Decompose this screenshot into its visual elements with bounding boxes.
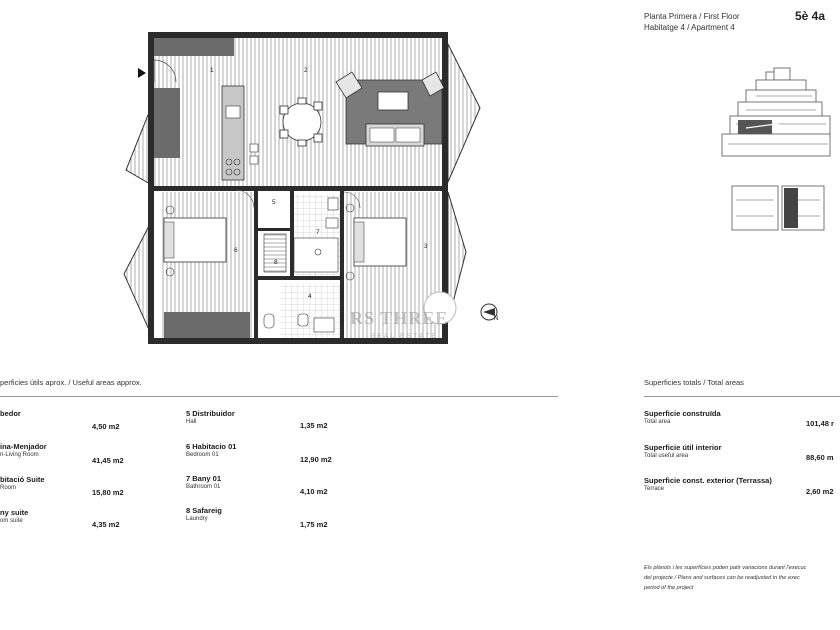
total-item-useful xyxy=(644,443,722,459)
disclaimer-note xyxy=(644,563,840,593)
room-subtitle: Hall xyxy=(186,419,197,425)
total-subtitle: Terrace xyxy=(644,486,665,492)
room-item-6 xyxy=(186,442,236,458)
room-area: 4,10 m2 xyxy=(300,487,328,496)
watermark-brand: RS THREE xyxy=(350,308,449,328)
room-item-7 xyxy=(186,474,221,490)
building-key-plan xyxy=(716,66,834,160)
floor-plan xyxy=(118,22,498,352)
room-name: 5 Distribuidor xyxy=(186,409,235,418)
floor-key-plan xyxy=(730,182,826,234)
room-subtitle: n-Living Room xyxy=(0,452,39,458)
note-line-2: del projecte / Plans and surfaces can be readjusted in the exec xyxy=(644,575,800,581)
north-label: N xyxy=(494,316,498,322)
note-line-1: Els plànols i les superfícies poden patir variacions durant l'execuc xyxy=(644,565,807,571)
room-number-6: 6 xyxy=(234,247,238,254)
room-item-5 xyxy=(186,409,235,425)
useful-areas-rule xyxy=(0,396,558,397)
room-subtitle: Laundry xyxy=(186,516,208,522)
room-area: 1,75 m2 xyxy=(300,520,328,529)
room-item-3 xyxy=(0,475,45,491)
floor-label: Planta Primera / First Floor xyxy=(644,12,740,21)
total-value: 88,60 m xyxy=(806,453,834,462)
total-item-built xyxy=(644,409,721,425)
total-areas-rule xyxy=(644,396,840,397)
room-number-7: 7 xyxy=(316,229,320,236)
room-area: 12,90 m2 xyxy=(300,455,332,464)
room-area: 15,80 m2 xyxy=(92,488,124,497)
room-number-8: 8 xyxy=(274,259,278,266)
room-number-3: 3 xyxy=(424,243,428,250)
laundry xyxy=(264,234,286,272)
total-value: 2,60 m2 xyxy=(806,487,834,496)
watermark-sub: REAL ESTATE xyxy=(370,333,439,340)
room-subtitle: Bedroom 01 xyxy=(186,452,219,458)
bay-window-right xyxy=(448,44,480,322)
room-subtitle: Bathroom 01 xyxy=(186,484,221,490)
room-area: 1,35 m2 xyxy=(300,421,328,430)
room-number-2: 2 xyxy=(304,67,308,74)
total-name: Superficie construïda xyxy=(644,409,721,418)
room-item-1 xyxy=(0,409,21,419)
total-name: Superficie const. exterior (Terrassa) xyxy=(644,476,772,485)
note-line-3: period of the project xyxy=(644,585,694,591)
unit-code: 5è 4a xyxy=(795,9,826,23)
floor-heading xyxy=(644,11,740,33)
room-area: 41,45 m2 xyxy=(92,456,124,465)
room-area: 4,50 m2 xyxy=(92,422,120,431)
room-name: ny suite xyxy=(0,508,29,517)
room-name: 8 Safareig xyxy=(186,506,222,515)
total-subtitle: Total useful area xyxy=(644,453,689,459)
room-area: 4,35 m2 xyxy=(92,520,120,529)
room-name: 7 Bany 01 xyxy=(186,474,222,483)
useful-areas-title: perficies útils aprox. / Useful areas approx. xyxy=(0,378,142,387)
room-item-8 xyxy=(186,506,222,522)
entrance-arrow-icon xyxy=(138,68,146,78)
room-subtitle: om suite xyxy=(0,518,23,524)
total-subtitle: Total area xyxy=(644,419,671,425)
total-name: Superficie útil interior xyxy=(644,443,722,452)
room-number-4: 4 xyxy=(308,293,312,300)
room-name: ina-Menjador xyxy=(0,442,47,451)
room-number-5: 5 xyxy=(272,199,276,206)
room-item-4 xyxy=(0,508,28,524)
bay-window-left-upper xyxy=(126,110,150,184)
room-subtitle: Room xyxy=(0,485,17,491)
room-item-2 xyxy=(0,442,47,458)
room-name: bedor xyxy=(0,409,21,418)
room-number-1: 1 xyxy=(210,67,214,74)
bay-window-left-lower xyxy=(124,224,150,332)
room-name: bitació Suite xyxy=(0,475,45,484)
total-item-terrace xyxy=(644,476,772,492)
total-areas-title: Superficies totals / Total areas xyxy=(644,378,744,387)
room-name: 6 Habitacio 01 xyxy=(186,442,237,451)
living-area xyxy=(336,72,444,146)
total-value: 101,48 r xyxy=(806,419,834,428)
unit-label: Habitatge 4 / Apartment 4 xyxy=(644,23,735,32)
